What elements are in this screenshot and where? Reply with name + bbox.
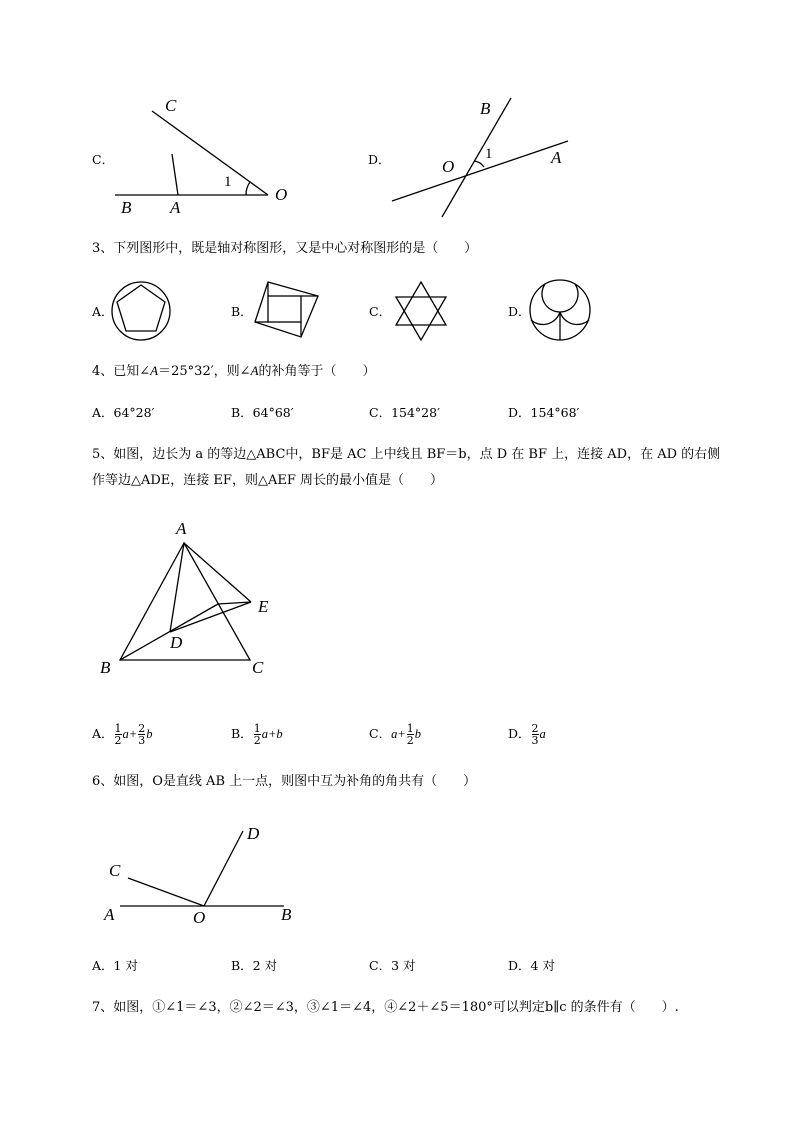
term: a+b	[261, 727, 283, 741]
q6-option-b: B．2 对	[231, 958, 278, 973]
denominator: 2	[114, 734, 122, 747]
q4-stem-var2: A	[250, 363, 259, 378]
q4-stem-suffix: 的补角等于（ ）	[258, 364, 376, 379]
q5-point-d: D	[170, 633, 183, 652]
point-c-label: C	[165, 96, 177, 115]
numerator: 2	[138, 722, 146, 735]
q6-point-o: O	[193, 908, 206, 927]
term: b	[146, 727, 153, 741]
numerator: 2	[531, 722, 539, 735]
denominator: 3	[138, 734, 146, 747]
q5-point-b: B	[100, 658, 111, 677]
q4-option-a: A．64°28′	[92, 405, 155, 420]
q5-point-c: C	[252, 658, 264, 677]
point-b-label-d: B	[480, 99, 491, 118]
q6-point-b: B	[281, 905, 292, 924]
term: b	[414, 727, 422, 741]
point-a-label-d: A	[551, 148, 562, 167]
angle-1-label: 1	[224, 174, 232, 190]
question-6-stem: 6、如图，O是直线 AB 上一点，则图中互为补角的角共有（ ）	[92, 774, 477, 789]
q5-option-d-label: D．	[508, 726, 531, 741]
option-d-label: D．	[368, 152, 391, 167]
q3-option-c-label: C．	[369, 304, 392, 319]
question-5-stem-line2: 作等边△ADE，连接 EF，则△AEF 周长的最小值是（ ）	[92, 473, 443, 488]
term: a	[539, 727, 546, 741]
q5-option-b-label: B．	[231, 726, 253, 741]
q3-option-d-label: D．	[508, 304, 531, 319]
q6-option-d: D．4 对	[508, 958, 555, 973]
numerator: 1	[253, 722, 261, 735]
q6-point-d: D	[247, 824, 260, 843]
q4-stem-mid: ＝25°32′，则∠	[158, 364, 251, 379]
denominator: 2	[253, 734, 261, 747]
question-3-stem: 3、下列图形中，既是轴对称图形，又是中心对称图形的是（ ）	[92, 241, 478, 256]
point-a-label: A	[170, 198, 181, 217]
term: a+	[391, 727, 406, 741]
q5-option-a-label: A．	[92, 726, 114, 741]
option-c-label: C．	[92, 152, 115, 167]
q4-stem-prefix: 4、已知∠	[92, 364, 151, 379]
q3-option-a-label: A．	[92, 304, 114, 319]
q6-point-a: A	[104, 905, 115, 924]
q5-point-a: A	[176, 519, 187, 538]
question-5-stem-line1: 5、如图，边长为 a 的等边△ABC中，BF是 AC 上中线且 BF＝b，点 D 在 BF 上，连接 AD，在 AD 的右侧	[92, 447, 721, 462]
q4-stem-var: A	[150, 363, 159, 378]
point-b-label: B	[121, 198, 132, 217]
point-o-label-d: O	[442, 157, 455, 176]
q4-option-b: B．64°68′	[231, 405, 294, 420]
q4-option-c: C．154°28′	[369, 405, 440, 420]
angle-1-label-d: 1	[485, 146, 493, 162]
denominator: 2	[406, 734, 414, 747]
term: a+	[122, 727, 138, 741]
point-o-label: O	[275, 185, 288, 204]
q6-option-a: A．1 对	[92, 958, 138, 973]
denominator: 3	[531, 734, 539, 747]
q6-point-c: C	[109, 861, 121, 880]
q6-option-c: C．3 对	[369, 958, 416, 973]
q4-option-d: D．154°68′	[508, 405, 580, 420]
q3-option-b-label: B．	[231, 304, 253, 319]
numerator: 1	[114, 722, 122, 735]
numerator: 1	[406, 722, 414, 735]
question-7-stem: 7、如图，①∠1＝∠3，②∠2＝∠3，③∠1＝∠4，④∠2＋∠5＝180°可以判定b∥c 的条件有（ ）.	[92, 1000, 679, 1015]
q5-point-e: E	[258, 597, 269, 616]
q5-option-c-label: C．	[369, 726, 392, 741]
